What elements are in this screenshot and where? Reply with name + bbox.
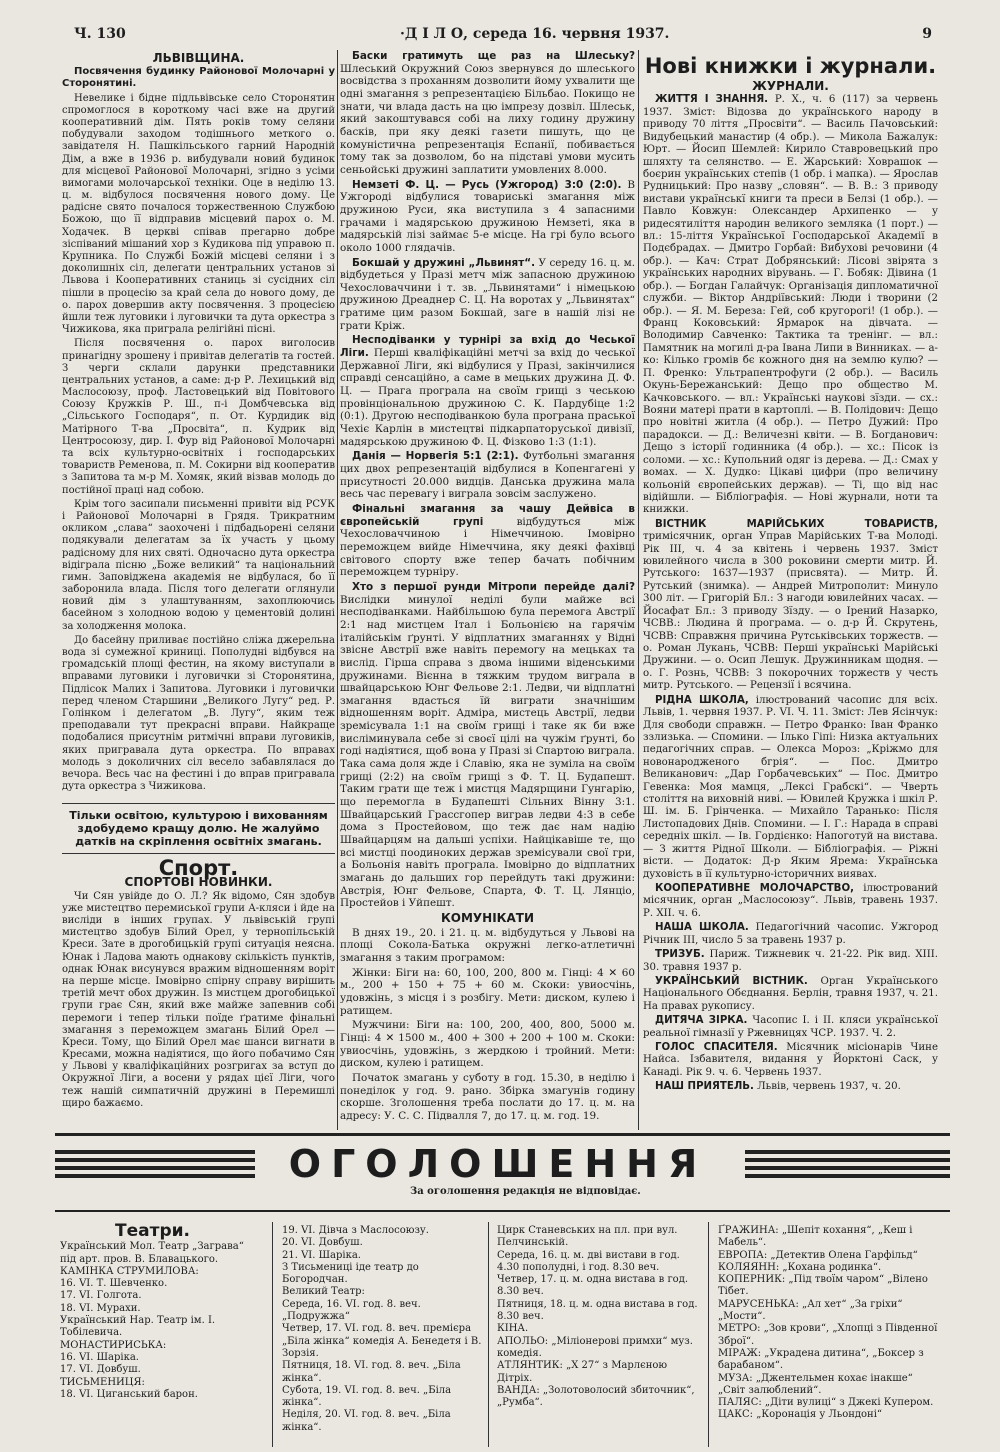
ads-divider-1 — [272, 1222, 273, 1447]
theatre-ad-line: 17. VI. Голгота. — [60, 1290, 142, 1302]
sport-news-item — [340, 50, 635, 177]
circus-cinema-ad-line: Четвер, 17. ц. м. одна вистава в год. 8.30 веч. — [497, 1274, 689, 1298]
column-middle — [340, 50, 635, 1124]
cinema-ad-line: МІРАЖ: „Украдена дитина“, „Боксер з барабаном“. — [718, 1347, 924, 1372]
journal-entry-lead: НАША ШКОЛА. — [655, 922, 749, 934]
cinema-ad-line: КОПЕРНИК: „Під твоїм чаром“ „Вілено Тібет. — [718, 1274, 928, 1298]
cinema-ad-line: ҐРАЖИНА: „Шепіт кохання“, „Кеш і Мабель“. — [718, 1225, 913, 1249]
circus-cinema-ad-line: Середа, 16. ц. м. дві вистави в год. 4.30 пополудні, і год. 8.30 веч. — [497, 1249, 680, 1273]
sport-article: Чи Сян увійде до О. Л.? Як відомо, Сян здобув уже мистецтво перемиської групи А-кляси і йде на висліди в інших групах. У львівській групі мистецтво здобув Білий Орел, у тернопільській Креси. Зате в дрогобицькій групі ситуація неясна. Юнак і Ладова мають однакову скількість пунктів, однак Юнак висунувся вражим відношенням воріт на перше місце. Імовірно спірну справу вирішить третій мечт обох дружин. Із мистцем дрогобицької групи грає Сян, який вже майже запевнив собі перемоги і тепер тільки поїде ґратиме фінальні змагання з переможцем змагань Білий Орел — Креси. Тому, що Білий Орел має шанси вигнати в Кресами, можна надіятися, що його побачимо Сян у Львові у кваліфікаційних розгригах за вступ до Окружної Ліги, а восени у рядах цієї Ліги, чого теж нашій симпатичній дружині в Перемишлі щиро бажаємо. — [62, 890, 335, 1109]
sport-news-item — [340, 334, 635, 448]
books-journals-title: Нові книжки і журнали. — [644, 54, 937, 78]
sport-title: Спорт. — [158, 856, 239, 881]
sport-news-item-lead: Баски гратимуть ще раз на Шлеську? — [352, 50, 635, 62]
ads-column-cinemas — [718, 1225, 943, 1422]
circus-cinema-ad-line: КІНА. — [497, 1323, 529, 1335]
theatre-ad-line: 18. VI. Мурахи. — [60, 1302, 141, 1314]
page-number: 9 — [922, 26, 932, 42]
sport-news-item-text: Перші кваліфікаційні метчі за вхід до чеської Державної Ліги, які відбулися у Празі, закінчилися справді сенсаційно, а саме в мецьких дружина Д. Ф. Ц. — Прага програла на своїм грищі з чеською провінціональною дружиною С. К. Пардубіце 1:2 (0:1). Другою несподіванкою була програна праської Чехіє Карлін в мистецтві підкарпаторуської дивізії, мадярською дружиною Ф. Ц. Фізково 1:3 (1:1). — [340, 347, 635, 448]
circus-cinema-ad-line: ВАНДА: „Золотоволосий збиточник“, „Румба“. — [497, 1384, 695, 1409]
communique-paragraph: Мужчини: Біги на: 100, 200, 400, 800, 5000 м. Гінці: 4 ✕ 1500 м., 400 + 300 + 200 + 100 м. Скоки: увиосчінь, удовжінь, з жердкою і тройний. Мети: диском, кулею і ратищем. — [340, 1019, 635, 1070]
theatre-ad-line: під арт. пров. В. Блавацького. — [60, 1253, 219, 1265]
theatre-ad-line: 17. VI. Довбуш. — [60, 1364, 141, 1376]
cinema-ad-line: ПАЛЯС: „Діти вулиці“ з Джекі Купером. — [718, 1397, 934, 1409]
column-divider-2 — [638, 50, 639, 1130]
cinema-ad-line: ЕВРОПА: „Детектив Олена Гарфільд“ — [718, 1249, 918, 1261]
ads-divider-2 — [488, 1222, 489, 1447]
theatre-ad-line: 20. VI. Довбуш. — [282, 1237, 363, 1249]
journal-entry-lead: НАШ ПРИЯТЕЛЬ. — [655, 1081, 754, 1093]
journal-entry — [643, 949, 938, 974]
ads-column-circus-cinema — [497, 1225, 702, 1409]
sport-news-item-text: Футбольні змагання цих двох репрезентацій відбулися в Копенгагені у присутності 20.000 видців. Данська дружина мала весь час перевагу і виграла зовсім заслужено. — [340, 450, 635, 501]
circus-cinema-ad-line: Пятниця, 18. ц. м. одна вистава в год. 8.30 веч. — [497, 1298, 698, 1323]
column-left — [62, 50, 335, 1112]
cinema-ad-line: МАРУСЕНЬКА: „Ал хет“ „За гріхи“ „Мости“. — [718, 1298, 903, 1323]
sport-news-item-text: У середу 16. ц. м. відбудеться у Празі метч між запасною дружиною Чехословаччини і т. зв. „Львинятами“ і німецькою дружиною Дреаднер С. Ц. На воротах у „Львинятах“ гратиме цим разом Бокшай, заге в нашій лізі не грати Кріж. — [340, 256, 636, 332]
journal-entry-lead: ЖИТТЯ І ЗНАННЯ. — [655, 94, 769, 106]
banner-bottom-rule — [55, 1210, 950, 1212]
journal-entry-lead: КООПЕРАТИВНЕ МОЛОЧАРСТВО, — [655, 883, 854, 894]
sport-news-item — [340, 450, 635, 501]
ads-banner-title: ОГОЛОШЕННЯ — [288, 1142, 708, 1186]
theatre-ad-line: МОНАСТИРИСЬКА: — [60, 1339, 167, 1351]
page-header — [60, 26, 932, 46]
banner-stripes-left — [55, 1150, 255, 1178]
journal-entry-text: ілюстрований місячник, орган „Маслосоюзу“. Львів, травень 1937. Р. XII. ч. 6. — [643, 883, 938, 919]
article-paragraph: Крім того засипали письменні привіти від РСУК і Районової Молочарні в Грядя. Трикратним окликом „слава“ заохочені і підбадьорені селяни подякували делегатам за їх участь у цьому радісному для них святі. Одночасно дута оркестра відіграла пісню „Боже великий“ та національний гимн. Заповіджена академія не відбулася, бо її заборонила влада. Після того делегати оглянули новий дім з улаштуванням, захоплюючись басейном з холодною водою у цементовій долині за холодження молока. — [62, 498, 335, 632]
communique-paragraph: Жінки: Біги на: 60, 100, 200, 800 м. Гінці: 4 ✕ 60 м., 200 + 150 + 75 + 60 м. Скоки: увиосчінь, удовжінь, з місця і з розбігу. Мети: диском, кулею і ратищем. — [340, 966, 635, 1017]
theatre-ad-line: Пятниця, 18. VI. год. 8. веч. „Біла жінка“. — [282, 1360, 461, 1384]
column-right — [643, 50, 938, 1096]
journal-entry — [643, 976, 938, 1013]
circus-cinema-ad-line: АПОЛЬО: „Міліонерові примхи“ муз. комедія. — [497, 1335, 693, 1359]
banner-top-rule — [55, 1133, 950, 1136]
article-paragraph: Невелике і бідне підльвівське село Сторонятин спромоглося в короткому часі вже на другий кооперативний дім. Пять років тому селяни побудували заходом тодішнього меткого о. завідателя Н. Пашкільського гарний Народній Дім, а вже в 1936 р. вибудували новий будинок для місцевої Районової Молочарні, згідно з усіми вимогами молочарської техніки. Оце в неділю 13. ц. м. відбулося посвячення нового дому. Це радісне свято почалося торжественною Службою Божою, що її відправив місцевий парох о. М. Ходачек. В церкві співав прегарно добре зіспіваний мішаний хор з Кудикова під управою п. Крупника. По Службі Божій місцеві селяни і з доколишніх сіл, делегати центральних установ зі Львова і Кооперативних станиць зі сусідних сіл пішли в процесію за край села до нового дому, де о. парох довершив акту посвячення. З процесією йшли теж луговики і луговички та дута оркестра з Чижикова, яка приграла релігійні пісні. — [62, 92, 335, 336]
theatre-ad-line: КАМІНКА СТРУМИЛОВА: — [60, 1265, 199, 1277]
journals-subtitle: ЖУРНАЛИ. — [752, 79, 829, 93]
ads-column-theatres — [60, 1221, 260, 1401]
journal-entry-text: Місячник місіонарів Чине Найса. Ізбавителя, видання у Йорктоні Саск, у Канаді. Рік 9. ч. 6. Червень 1937. — [643, 1042, 938, 1078]
cinema-ad-line: МЕТРО: „Зов крови“, „Хлопці з Південної Зброї“. — [718, 1323, 938, 1347]
article-paragraph: До басейну приливає постійно сліжа джерельна вода зі сумежної криниці. Пополудні відбувся на громадській площі фестин, на якому виступали в вправами луговики і луговички зі Сторонятина, Підлісок Малих і Запитова. Луговики і луговички перед членом Старшини „Великого Лугу“ ред. Р. Голінком і делегатом „В. Лугу“, яким теж преподавали тут прекрасні вправи. Найкраще подобалися присутнім ритмічні вправи луговиків, яких пригравала дута оркестра. По вправах молодь з доколичних сіл весело забавлялася до вечора. Весь час на фестині і до вправ пригравала дута оркестра з Чижикова. — [62, 634, 335, 793]
circus-cinema-ad-line: Цирк Станевських на пл. при вул. Пелчинській. — [497, 1225, 678, 1249]
sport-news-item-lead: Данія — Норвегія 5:1 (2:1). — [352, 450, 519, 463]
masthead-date: ·Д І Л О, середа 16. червня 1937. — [400, 26, 670, 42]
sport-news-item-text: В Ужгороді відбулися товариські змагання між дружиною Руси, яка виступила з 4 запасними грачами і мадярською дружиною Немзеті, яка в мадярській лізі займає 5-е місце. На грі було всього около 1000 глядачів. — [340, 178, 635, 254]
journal-entry — [643, 922, 938, 947]
theatre-ad-line: Четвер, 17. VI. год. 8. веч. премієра „Біла жінка“ комедія А. Бенедетя і В. Зорзія. — [282, 1323, 482, 1359]
journal-entry-lead: ДИТЯЧА ЗІРКА. — [655, 1015, 748, 1027]
theatre-ad-line: Субота, 19. VI. год. 8. веч. „Біла жінка“. — [282, 1384, 452, 1409]
theatre-ad-line: З Тисьмениці іде театр до Богородчан. — [282, 1261, 419, 1286]
circus-cinema-ad-line: АТЛЯНТИК: „Х 27“ з Марлєною Дітріх. — [497, 1360, 668, 1384]
slogan-box: Тільки освітою, культурою і вихованням здобудемо кращу долю. Не жалуймо датків на скріплення освітніх змагань. — [62, 803, 335, 854]
journal-entry-text: Львів, червень 1937, ч. 20. — [757, 1081, 901, 1093]
journal-entry-lead: РІДНА ШКОЛА, — [655, 694, 749, 706]
theatre-ad-line: ТИСЬМЕНИЦЯ: — [60, 1376, 145, 1388]
theatre-ad-line: 18. VI. Циганський барон. — [60, 1388, 198, 1400]
theatre-ad-line: 21. VI. Шаріка. — [282, 1249, 361, 1261]
theatres-title: Театри. — [115, 1221, 190, 1241]
journal-entry-lead: ВІСТНИК МАРІЙСЬКИХ ТОВАРИСТВ, — [655, 518, 938, 530]
journal-entry — [643, 1015, 938, 1040]
theatre-ad-line: Український Нар. Театр ім. І. Тобілевича. — [60, 1315, 216, 1339]
journal-entry-text: ілюстрований часопис для всіх. Львів, 1. червня 1937. Р. VI. Ч. 11. Зміст: Лев Ясінчук: Для свободи справжн. — Петро Франко: Іван Франко ззлизька. — Спомини. — Ілько Гіпі: Низка актуальних педагогічних справ. — Олекса Мороз: „Кріжмо для новонародженого бгрія“. — Пос. Дмитро Великанович: „Дар Горбачевських“ — Пос. Дмитро Гевенка: Моя мамця, „Лексі Грабскі“. — Чверть століття на виховній ниві. — Ювилей Кружка і шкіл Р. Ш. ім. Б. Грінченка. — Михайло Таранько: Після Листопадових Днів. Спомини. — І. Г.: Нарада в справі середніх шкіл. — Ів. Гордієнко: Напоготуй на вистава. — З життя Рідної Школи. — Бібліографія. — Ріжні вісти. — Додаток: Д-р Яким Ярема: Українська духовість в її культурно-історичних виявах. — [643, 694, 938, 880]
journal-entry-text: Р. Х., ч. 6 (117) за червень 1937. Зміст: Відозва до українського народу в приводу 70 ліття „Просвіти“. — Василь Пачовський: Видубецький манастир (4 обр.). — Микола Бажалук: Юрт. — Йосип Шемлей: Кирило Ставровецький про шляхту та селянство. — Е. Жарський: Ховрашок — боєрин українських степів (1 обр. і мапка). — Ярослав Рудницький: Про назву „словян“. — В. В.: З приводу вистави українськї книги та преси в Белзі (1 обр.). — Павло Ковжун: Олександер Архипенко — у ридесятиліття народин великого земляка (1 порт.) — вл.: 15-ліття Української Господарської Академії в Подєбрадах. — Дмитро Горбай: Вибухові речовини (4 обр.). — Кач: Страт Добрянський: Лісові звірята з українських народних вірувань. — Г. Бобяк: Дівина (1 обр.). — Богдан Галайчук: Організація дипломатичної служби. — Віктор Андріївський: Люди і творини (2 обр.). — Я. М. Береза: Гей, соб кругорогі! (1 обр.). — Франц Коковський: Ярмарок на дівчата. — Володимир Савченко: Тактика та тренінг. — вл.: Памятник на могилі д-ра Івана Липи в Винниках. — а-ко: Кілько громів бє кожного дня на землю кулю? — П. Френко: Ультрапентрофуги (2 обр.). — Василь Окунь-Бережанський: Дещо про общество М. Качковського. — вл.: Українські наукові зїзди. — сх.: Вояни матері прати в картоплі. — В. Полідович: Дещо про новітні житла (4 обр.). — Петро Дужий: Про парадокси. — Д.: Величезні квіти. — В. Богданович: Дещо з історії годинника (4 обр.). — хс.: Пісок із соломи. — хс.: Купольний одяг із дерева. — Д.: Смах у вомах. — Х. Дудко: Цікаві цифри (про величину кольоній європейських держав). — Ті, що від нас відійшли. — Бібліографія. — Нові журнали, ноти та книжки. — [643, 94, 938, 516]
journal-entry-lead: ГОЛОС СПАСИТЕЛЯ. — [655, 1042, 778, 1054]
sport-news-item-lead: Немзеті Ф. Ц. — Русь (Ужгород) 3:0 (2:0). — [352, 178, 622, 191]
theatre-ad-line: 19. VI. Дівча з Маслосоюзу. — [282, 1225, 429, 1236]
journal-entry-lead: ТРИЗУБ. — [655, 949, 705, 961]
ads-banner-subtitle: За оголошення редакція не відповідає. — [410, 1186, 641, 1197]
journal-entry — [643, 695, 938, 881]
column-divider-1 — [337, 50, 338, 1130]
sport-news-item-text: Шлеський Окружний Союз звернувся до шлеського восвідства з проханням дозволити йому ухвалити ще одні змагання з репрезентацією Більбао. Покищо не знати, чи влада дасть на цю імпрезу дозвіл. Шлеськ, який закоштувався собі на лиху годину дружину басків, при яку деякі газети пишуть, що це комуністична репрезентація Еспанії, побивається тому так за дозволом, бо на підставі умови мусить сеньойські дружині заплатити умовлених 8.000. — [340, 62, 635, 176]
section-title-lvivshchyna: ЛЬВІВЩИНА. — [152, 51, 245, 65]
journal-entry — [643, 1081, 938, 1093]
sport-news-item-text: відбудуться між Чехословаччиною і Німеччиною. Імовірно переможцем вийде Німеччина, яку деякі фахівці світового спорту вже тепер бачать побічним переможцем турніру. — [340, 515, 635, 579]
theatre-ad-line: Великий Театр: — [282, 1286, 365, 1298]
communique-paragraph: В днях 19., 20. і 21. ц. м. відбудуться у Львові на площі Сокола-Батька окружні легко-атлетичні змагання з таким програмом: — [340, 926, 635, 964]
sport-news-item — [340, 503, 635, 579]
theatre-ad-line: 16. VI. Т. Шевченко. — [60, 1278, 168, 1290]
sport-news-item-lead: Несподіванки у турнірі за вхід до Чеської Ліги. — [340, 334, 635, 360]
journal-entry-text: Париж. Тижневик ч. 21-22. Рік вид. XIII. 30. травня 1937 р. — [643, 949, 938, 973]
banner-stripes-right — [745, 1150, 950, 1178]
journal-entry-text: Часопис І. і ІІ. кляси української реальної гімназії у Ржевницях ЧСР. 1937. Ч. 2. — [643, 1015, 938, 1039]
theatre-ad-line: Середа, 16. VI. год. 8. веч. „Подружжа“ — [282, 1298, 421, 1323]
cinema-ad-line: ЦАКС: „Коронація у Льондоні“ — [718, 1409, 883, 1421]
ads-divider-3 — [708, 1222, 709, 1447]
sport-subtitle: СПОРТОВІ НОВИНКИ. — [124, 875, 273, 890]
communiques-title: КОМУНІКАТИ — [440, 910, 535, 925]
cinema-ad-line: КОЛЯЯНН: „Кохана родинка“. — [718, 1261, 882, 1273]
journal-entry — [643, 883, 938, 920]
journal-entry-text: Орган Українського Національного Обєднання. Берлін, травня 1937, ч. 21. На правах рукопису. — [643, 975, 938, 1012]
sport-news-item — [340, 179, 635, 255]
journal-entry-text: Педагогічний часопис. Ужгород Річник III, число 5 за травень 1937 р. — [643, 922, 938, 946]
communique-paragraph: Початок змагань у суботу в год. 15.30, в неділю і понеділок у год. 9. рано. Збірка змагунів годину скорше. Зголошення треба послати до 17. ц. м. на адресу: У. С. С. Підвалля 7, до 17. ц. м. год. 19. — [340, 1071, 635, 1122]
sport-news-item-lead: Бокшай у дружині „Львинят“. — [352, 256, 536, 269]
theatre-ad-line: Український Мол. Театр „Заграва“ — [60, 1241, 244, 1253]
sport-news-item — [340, 581, 635, 910]
cinema-ad-line: МУЗА: „Джентельмен кохає інакше“ „Світ залюблений“. — [718, 1372, 913, 1396]
journal-entry — [643, 519, 938, 693]
journal-entry-lead: УКРАЇНСЬКИЙ ВІСТНИК. — [655, 975, 808, 987]
journal-entry-text: тримісячник, орган Управ Марійських Т-ва Молоді. Рік III, ч. 4 за квітень і червень 1937. Зміст ювилейного числа в 300 роковини смерти митр. Й. Рутського: 1637—1937 (присвята). — Митр. Й. Рутський (знимка). — Андрей Митрополит: Минуло 300 літ. — Григорій Бл.: З нагоди ювилейних часах. — Йосафат Бл.: З приводу Зїзду. — о Ірений Назарко, ЧСВВ.: Людина й програма. — о. д-р Й. Скрутень, ЧСВВ: Справжня причина Рутськівських торжеств. — о. Роман Лукань, ЧСВВ: Перші українські Марійські Дружини. — о. Осип Лешук. Дружинникам щодня. — о. Г. Рознь, ЧСВВ: З покорочних торжеств у честь митр. Рутського. — Рецензії і всячина. — [643, 531, 938, 692]
sport-news-item-text: Вислідки минулої неділі були майже всі несподіванками. Найбільшою була перемога Австрії 2:1 над мистцем Італ і Больонією на гарячім італійськім ґрунті. У відплатних змаганнях у Відні звісне Австрії вже навіть перемогу на мецьках та вислід. Гірша справа з двома іншими віденськими дружинами. Вієнна в тяжким трудом виграла в швайцарською Юнг Фельове 2:1. Ледви, чи відплатні змагання вдасться їй виграти значнішим відношенням воріт. Адміра, мистець Австрії, ледви зремісувала 1:1 на своїм грищі і таке як би вже висліминувала себе зі своєї цілі на чужім ґрунті, бо годі надіятися, щоб вона у Празі зі Спартою виграла. Така сама доля жде і Славію, яка не зуміла на своїм грищі (2:2) на своїм грищі з Ф. Т. Ц. Будапешт. Таким грати ще теж і мистця Мадярщини Гунгарію, що перемогла в Будапешті Сільних Вінну 3:1. Швайцарський Грассгопер виграв ледви 4:3 в себе дома з Простейовом, що теж дає нам надію Швайцарцям на дальші успіхи. Найцікавіше те, що всі мистці поодиноких держав зремісували свої гри, а Больонія навіть програла. Імовірно до відплатних змагань до дальших гор перейдуть такі дружини: Австрія, Юнг Фельове, Спарта, Ф. Т. Ц. Лянціо, Простейов і Уйпешт. — [340, 593, 635, 910]
journal-entry — [643, 94, 938, 516]
article-paragraph: Після посвячення о. парох виголосив принагідну зрошену і привітав делегатів та гостей. З черги склали дарунки представники центральних установ, а саме: д-р Р. Лехицький від Маслосоюзу, проф. Ластовецький від Повітового Союзу Кружків Р. Ш., п-і Домбчевська від „Сільського Господаря“, п. От. Курдидик від Матірного Т-ва „Просвіта“, п. Кудрик від Центросоюзу, дир. І. Фур від Районової Молочарні та всіх культурно-освітніх і господарських товариств Ременова, п. М. Сокирни від кооператив з Запитова та м-р М. Хомяк, який візвав молодь до постійної праці над собою. — [62, 338, 335, 496]
sport-news-item-lead: Хто з першої рунди Мітропи перейде далі? — [352, 580, 635, 593]
sport-news-item-lead: Фінальні змагання за чашу Дейвіса в європейській групі — [340, 502, 635, 528]
ads-column-great-theatre — [282, 1225, 482, 1434]
sport-news-item — [340, 257, 635, 333]
theatre-ad-line: Неділя, 20. VI. год. 8. веч. „Біла жінка“. — [282, 1409, 451, 1433]
issue-number: Ч. 130 — [74, 26, 126, 42]
article-lead: Посвячення будинку Районової Молочарні у Сторонятині. — [62, 66, 335, 90]
theatre-ad-line: 16. VI. Шаріка. — [60, 1351, 139, 1363]
journal-entry — [643, 1042, 938, 1079]
